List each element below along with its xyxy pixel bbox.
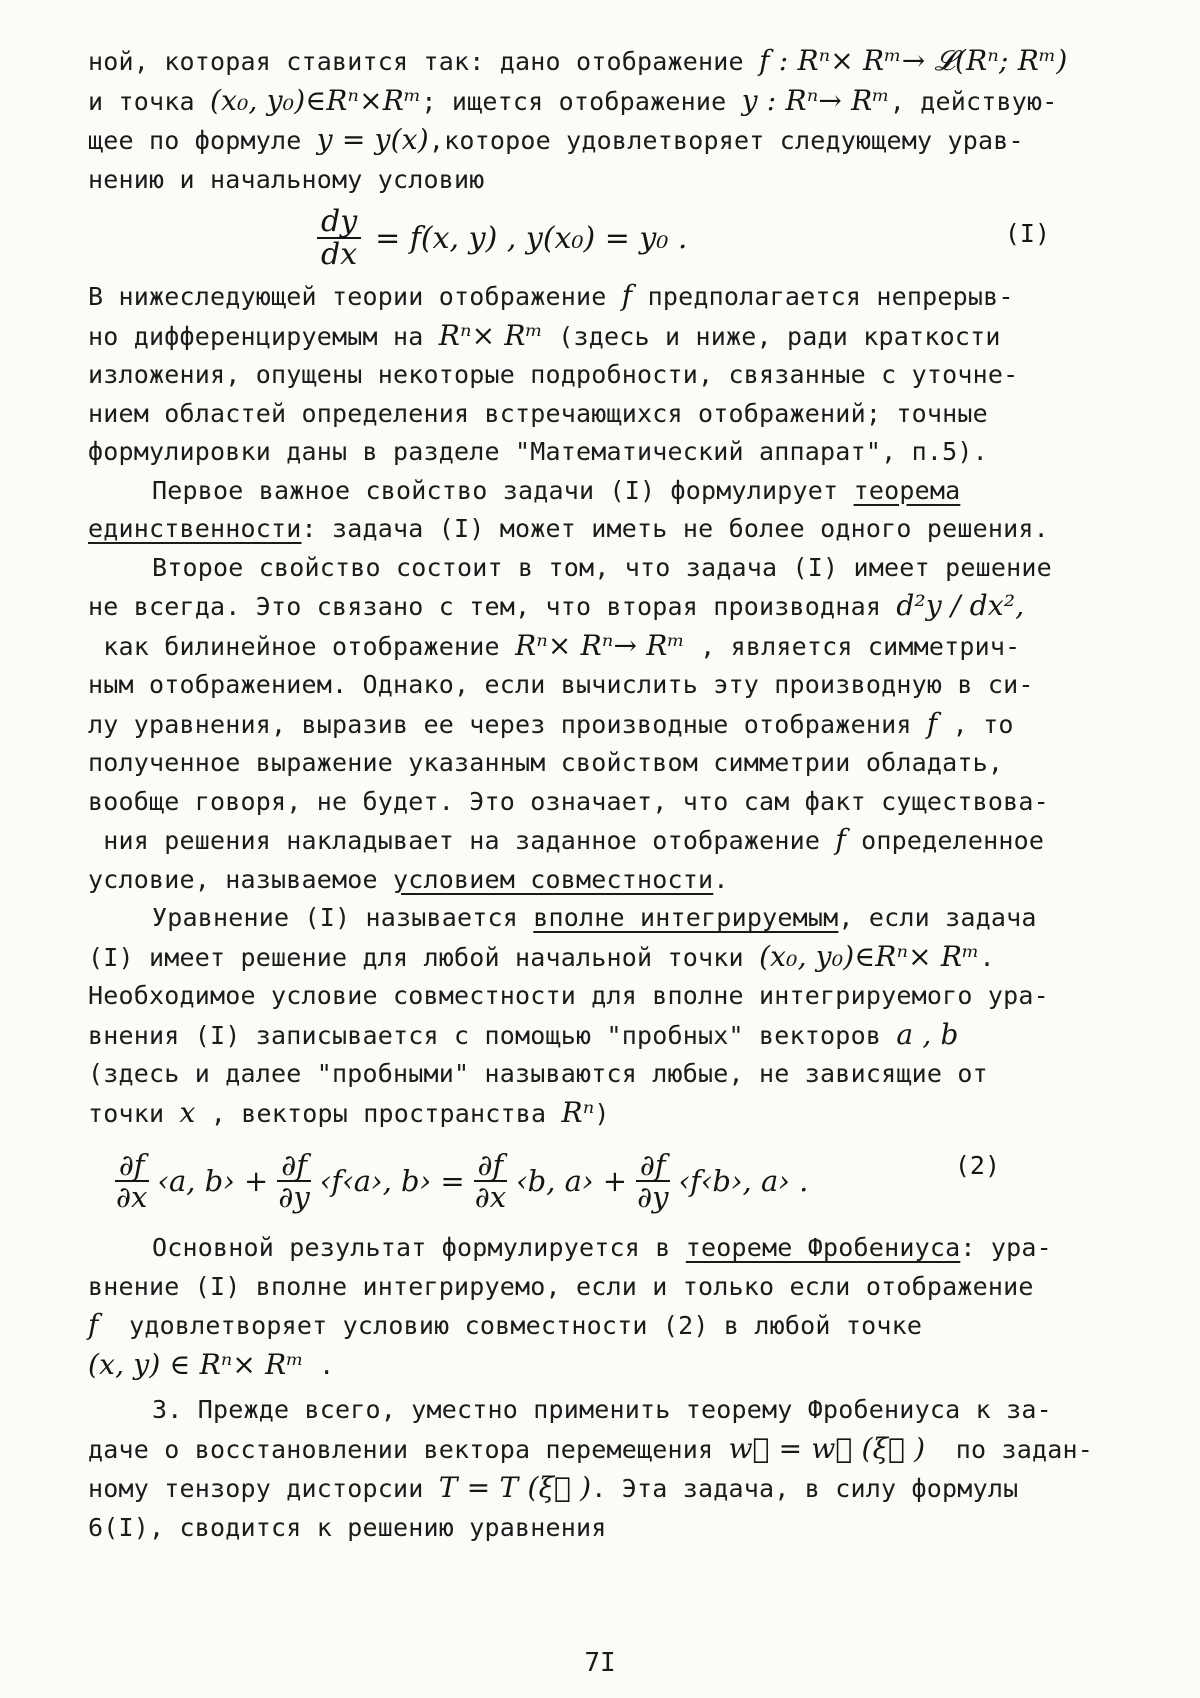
text: ) — [594, 1098, 610, 1128]
underlined-term: вполне интегрируемым — [533, 903, 839, 932]
text: . Эта задача, в силу формулы 6(I), сводится к решению уравнения — [88, 1474, 1019, 1542]
formula-mapping-y: y : Rⁿ→ Rᵐ — [741, 83, 890, 117]
text: ной, которая ставится так: дано отображение — [88, 47, 760, 76]
fraction-denominator: ∂y — [637, 1180, 669, 1214]
equation-1 — [88, 199, 1140, 277]
paragraph-2 — [88, 277, 1140, 472]
text: Основной результат формулируется в — [152, 1233, 686, 1262]
formula-second-derivative: d²y / dx², — [896, 589, 1025, 622]
formula-mapping-f: f : Rⁿ× Rᵐ→ 𝓛(Rⁿ; Rᵐ) — [759, 44, 1068, 77]
equation-term: ‹f‹b›, a› . — [678, 1164, 809, 1198]
underlined-term: условием совместности — [393, 864, 714, 894]
formula-f: f — [835, 823, 846, 856]
text: (здесь и далее "пробными" называются любые, не зависящие от точки — [88, 1059, 988, 1128]
text: удовлетворяет условию совместности (2) в любой точке — [129, 1311, 923, 1340]
equation-term: ‹f‹a›, b› = — [319, 1164, 465, 1198]
fraction-numerator: ∂f — [636, 1150, 670, 1182]
text: (здесь и ниже, ради краткости изложения, опущены некоторые подробности, связанные с уточне- нием областей определения встречающихся отображений; точные формулировки даны в разделе "Математический аппарат", п.5). — [88, 321, 1019, 466]
fraction-denominator: dx — [321, 237, 358, 272]
fraction-numerator: ∂f — [115, 1150, 149, 1182]
paragraph-6 — [88, 1229, 1140, 1385]
text: : ура- внение (I) вполне интегрируемо, если и только если отображение — [88, 1233, 1052, 1301]
formula-initial-point: (x₀, y₀)∈Rⁿ× Rᵐ — [759, 939, 980, 973]
fraction-denominator: ∂y — [278, 1180, 310, 1214]
formula-f: f — [88, 1308, 99, 1341]
equation-number: (I) — [1004, 219, 1050, 248]
fraction-numerator: ∂f — [277, 1150, 311, 1182]
formula-bilinear: Rⁿ× Rⁿ→ Rᵐ — [515, 628, 685, 662]
equation-term: ‹a, b› + — [157, 1164, 269, 1198]
equation-2 — [88, 1133, 1140, 1229]
underlined-term: теорема единственности — [88, 475, 961, 543]
fraction-numerator: ∂f — [474, 1150, 508, 1182]
paragraph-5 — [88, 899, 1140, 1133]
text: по задан- ному тензору дисторсии — [88, 1434, 1094, 1503]
text: ; ищется отображение — [421, 86, 742, 116]
formula-displacement: w⃗ = w⃗ (ξ⃗ ) — [728, 1431, 926, 1465]
formula-y-of-x: y = y(x) — [316, 123, 429, 156]
fraction-dy-dx — [317, 203, 361, 272]
text: , если задача (I) имеет решение для любой начальной точки — [88, 903, 1037, 972]
paragraph-4 — [88, 549, 1140, 900]
text: . Необходимое условие совместности для вполне интегрируемого ура- внения (I) записывается с помощью "пробных" векторов — [88, 942, 1049, 1050]
equation-rhs: = f(x, y) , y(x₀) = y₀ . — [375, 220, 688, 256]
formula-vectors: a , b — [896, 1017, 959, 1051]
paragraph-7 — [88, 1391, 1140, 1547]
page-number: 7I — [584, 1648, 616, 1678]
fraction-denominator: ∂x — [474, 1180, 507, 1214]
text: 3. Прежде всего, уместно применить теорему Фробениуса к за- даче о восстановлении вектора перемещения — [88, 1395, 1052, 1464]
formula-space: Rⁿ — [561, 1095, 595, 1129]
text: определенное условие, называемое — [88, 826, 1045, 894]
text: как билинейное отображение — [103, 631, 500, 661]
text: предполагается непрерыв- но дифференцируемым на — [88, 282, 1014, 351]
text: и точка — [88, 86, 195, 116]
fraction — [471, 1147, 510, 1214]
text: Первое важное свойство задачи (I) формулирует — [152, 475, 854, 505]
formula-f: f — [621, 279, 633, 312]
text: Уравнение (I) называется — [152, 903, 534, 932]
underlined-term: теореме Фробениуса — [685, 1233, 961, 1262]
fraction — [274, 1147, 313, 1214]
text: . — [713, 864, 729, 894]
fraction-numerator: dy — [317, 206, 361, 240]
formula-space: Rⁿ× Rᵐ — [438, 318, 544, 352]
equation-number: (2) — [954, 1151, 1000, 1180]
text: . — [303, 1350, 335, 1380]
text: , векторы пространства — [195, 1098, 562, 1128]
paragraph-3 — [88, 472, 1140, 549]
formula-initial-point: (x₀, y₀)∈Rⁿ×Rᵐ — [210, 83, 422, 117]
formula-x: x — [179, 1095, 196, 1129]
fraction-denominator: ∂x — [116, 1180, 148, 1214]
equation-term: ‹b, a› + — [516, 1164, 628, 1198]
fraction — [633, 1147, 672, 1214]
text: , действую- щее по формуле — [88, 86, 1058, 155]
text: : задача (I) может иметь не более одного решения. — [301, 514, 1049, 543]
text: , то полученное выражение указанным свойством симметрии обладать, вообще говоря, не будет. Это означает, что сам факт существова- ния решения накладывает на заданное отображение — [88, 709, 1049, 855]
formula-distortion-tensor: T = T (ξ⃗ ) — [438, 1471, 592, 1504]
text: Второе свойство состоит в том, что задача (I) имеет решение не всегда. Это связано с тем, что вторая производная — [88, 552, 1052, 621]
text: ,которое удовлетворяет следующему урав- нению и начальному условию — [88, 126, 1024, 194]
formula-f: f — [926, 706, 938, 740]
text: В нижеследующей теории отображение — [88, 282, 622, 311]
formula-point: (x, y) ∈ Rⁿ× Rᵐ — [88, 1347, 304, 1381]
paragraph-1 — [88, 42, 1140, 199]
text: , является симметрич- ным отображением. Однако, если вычислить эту производную в си- лу уравнения, выразив ее через производные отображения — [88, 631, 1034, 739]
fraction — [112, 1147, 151, 1214]
